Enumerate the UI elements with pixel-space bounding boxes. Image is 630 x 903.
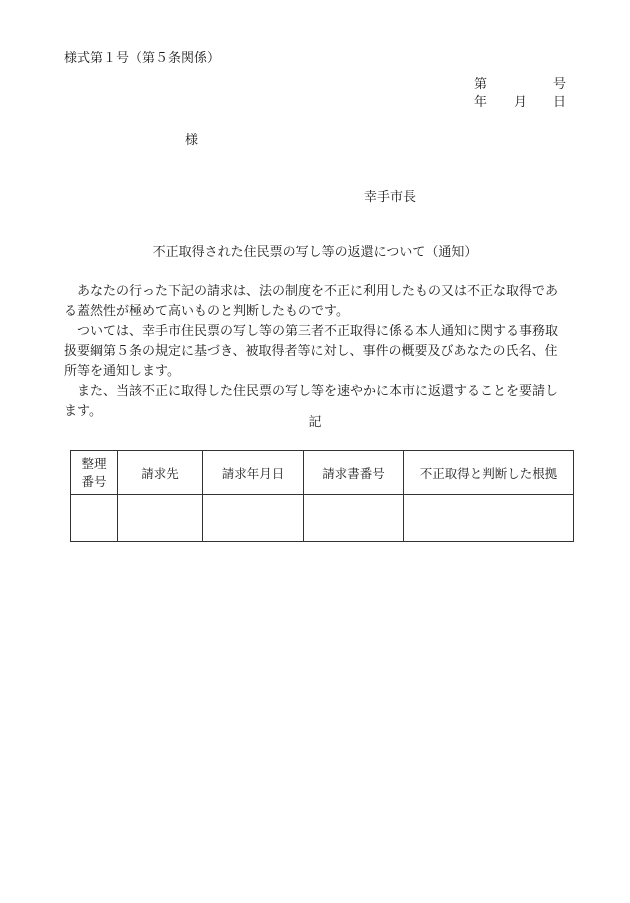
- cell-request-date: [203, 495, 304, 542]
- number-suffix: 号: [552, 77, 566, 92]
- header-reason: 不正取得と判断した根拠: [404, 451, 574, 495]
- cell-seikyusaki: [118, 495, 203, 542]
- cell-reason: [404, 495, 574, 542]
- date-day: 日: [552, 95, 566, 110]
- body-paragraph: ついては、幸手市住民票の写し等の第三者不正取得に係る本人通知に関する事務取扱要綱第５条の規定に基づき、被取得者等に対し、事件の概要及びあなたの氏名、住所等を通知します。: [64, 324, 559, 379]
- body-paragraph: あなたの行った下記の請求は、法の制度を不正に利用したもの又は不正な取得である蓋然性が極めて高いものと判断したものです。: [64, 284, 559, 319]
- cell-seiri-bango: [71, 495, 118, 542]
- header-request-number: 請求書番号: [304, 451, 404, 495]
- table-header-row: [71, 451, 574, 495]
- cell-request-number: [304, 495, 404, 542]
- form-id: 様式第１号（第５条関係）: [64, 51, 221, 66]
- header-seiri-line1: 整理: [81, 455, 107, 471]
- document-body: [64, 282, 569, 422]
- ki-heading: 記: [308, 415, 322, 430]
- date-year: 年: [474, 95, 488, 110]
- addressee-suffix: 様: [185, 133, 199, 148]
- header-seiri-bango: [71, 451, 118, 495]
- header-request-date: 請求年月日: [203, 451, 304, 495]
- records-table: [70, 450, 574, 542]
- sender-name: 幸手市長: [364, 190, 417, 205]
- table-row: [71, 495, 574, 542]
- date-month: 月: [514, 95, 528, 110]
- body-paragraph: また、当該不正に取得した住民票の写し等を速やかに本市に返還することを要請します。: [64, 384, 559, 419]
- header-seikyusaki: 請求先: [118, 451, 203, 495]
- header-seiri-line2: 番号: [81, 473, 107, 489]
- document-subject: 不正取得された住民票の写し等の返還について（通知）: [152, 245, 478, 260]
- number-prefix: 第: [474, 77, 488, 92]
